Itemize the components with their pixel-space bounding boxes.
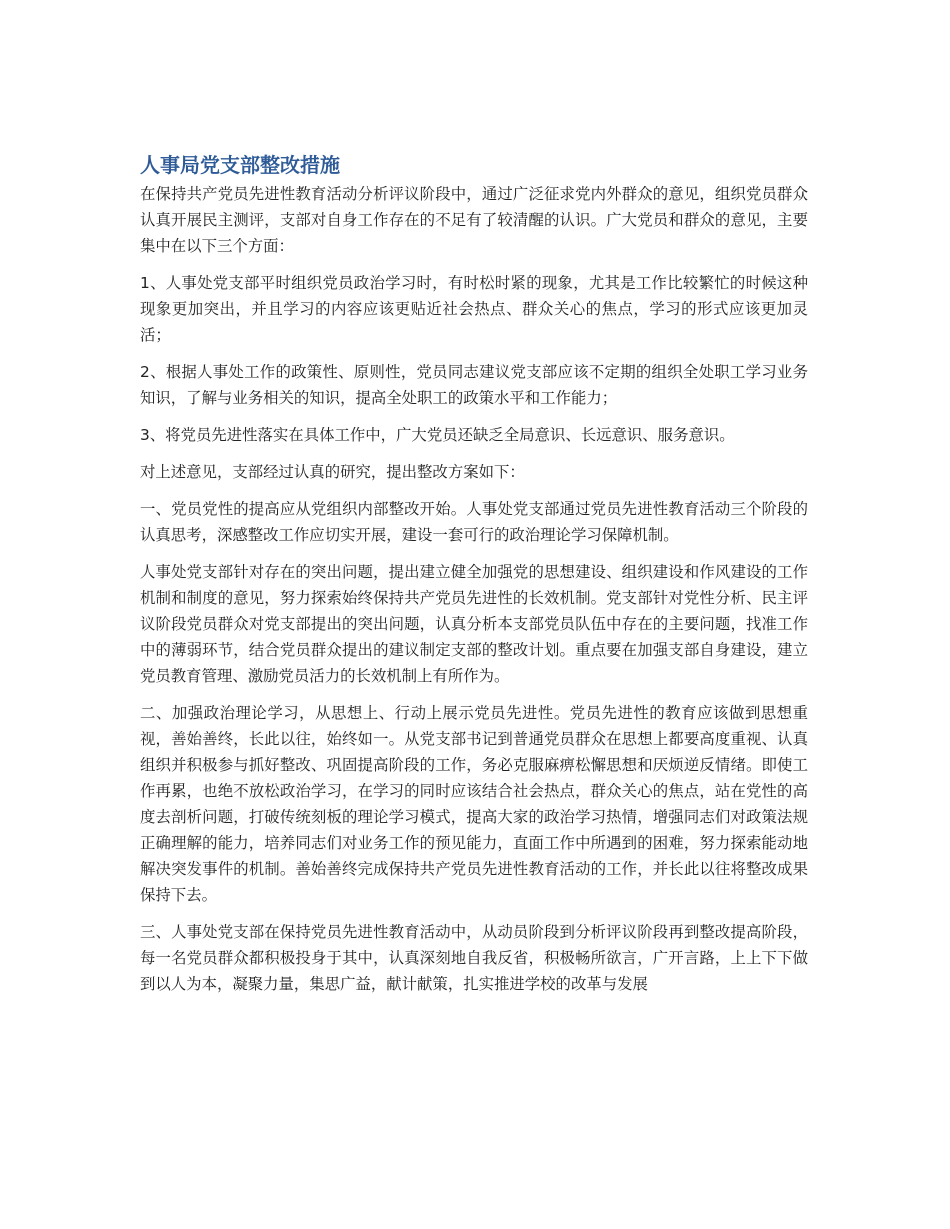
- paragraph-intro: 在保持共产党员先进性教育活动分析评议阶段中，通过广泛征求党内外群众的意见，组织党员群众认真开展民主测评，支部对自身工作存在的不足有了较清醒的认识。广大党员和群众的意见，主要集中在以下三个方面：: [140, 185, 808, 255]
- paragraph-measure-2: 二、加强政治理论学习，从思想上、行动上展示党员先进性。党员先进性的教育应该做到思想重视，善始善终，长此以往，始终如一。从党支部书记到普通党员群众在思想上都要高度重视、认真组织并积极参与抓好整改、巩固提高阶段的工作，务必克服麻痹松懈思想和厌烦逆反情绪。即使工作再累，也绝不放松政治学习，在学习的同时应该结合社会热点，群众关心的焦点，站在党性的高度去剖析问题，打破传统刻板的理论学习模式，提高大家的政治学习热情，增强同志们对政策法规正确理解的能力，培养同志们对业务工作的预见能力，直面工作中所遇到的困难，努力探索能动地解决突发事件的机制。善始善终完成保持共产党员先进性教育活动的工作，并长此以往将整改成果保持下去。: [140, 704, 808, 904]
- paragraph-measure-1: 一、党员党性的提高应从党组织内部整改开始。人事处党支部通过党员先进性教育活动三个阶段的认真思考，深感整改工作应切实开展，建设一套可行的政治理论学习保障机制。: [140, 500, 808, 544]
- paragraph-opinion-3: 3、将党员先进性落实在具体工作中，广大党员还缺乏全局意识、长远意识、服务意识。: [140, 426, 735, 444]
- paragraph-measure-3: 三、人事处党支部在保持党员先进性教育活动中，从动员阶段到分析评议阶段再到整改提高阶段，每一名党员群众都积极投身于其中，认真深刻地自我反省，积极畅所欲言，广开言路，上上下下做到以人为本，凝聚力量，集思广益，献计献策，扎实推进学校的改革与发展: [140, 923, 808, 993]
- paragraph-opinion-1: 1、人事处党支部平时组织党员政治学习时，有时松时紧的现象，尤其是工作比较繁忙的时候这种现象更加突出，并且学习的内容应该更贴近社会热点、群众关心的焦点，学习的形式应该更加灵活；: [140, 274, 808, 344]
- paragraph-plan-intro: 对上述意见，支部经过认真的研究，提出整改方案如下：: [140, 463, 525, 481]
- paragraph-opinion-2: 2、根据人事处工作的政策性、原则性，党员同志建议党支部应该不定期的组织全处职工学习业务知识，了解与业务相关的知识，提高全处职工的政策水平和工作能力；: [140, 363, 808, 407]
- document-title: 人事局党支部整改措施: [140, 153, 340, 177]
- document-page: [140, 150, 808, 1008]
- paragraph-measure-1-detail: 人事处党支部针对存在的突出问题，提出建立健全加强党的思想建设、组织建设和作风建设的工作机制和制度的意见，努力探索始终保持共产党员先进性的长效机制。党支部针对党性分析、民主评议阶段党员群众对党支部提出的突出问题，认真分析本支部党员队伍中存在的主要问题，找准工作中的薄弱环节，结合党员群众提出的建议制定支部的整改计划。重点要在加强支部自身建设，建立党员教育管理、激励党员活力的长效机制上有所作为。: [140, 563, 808, 685]
